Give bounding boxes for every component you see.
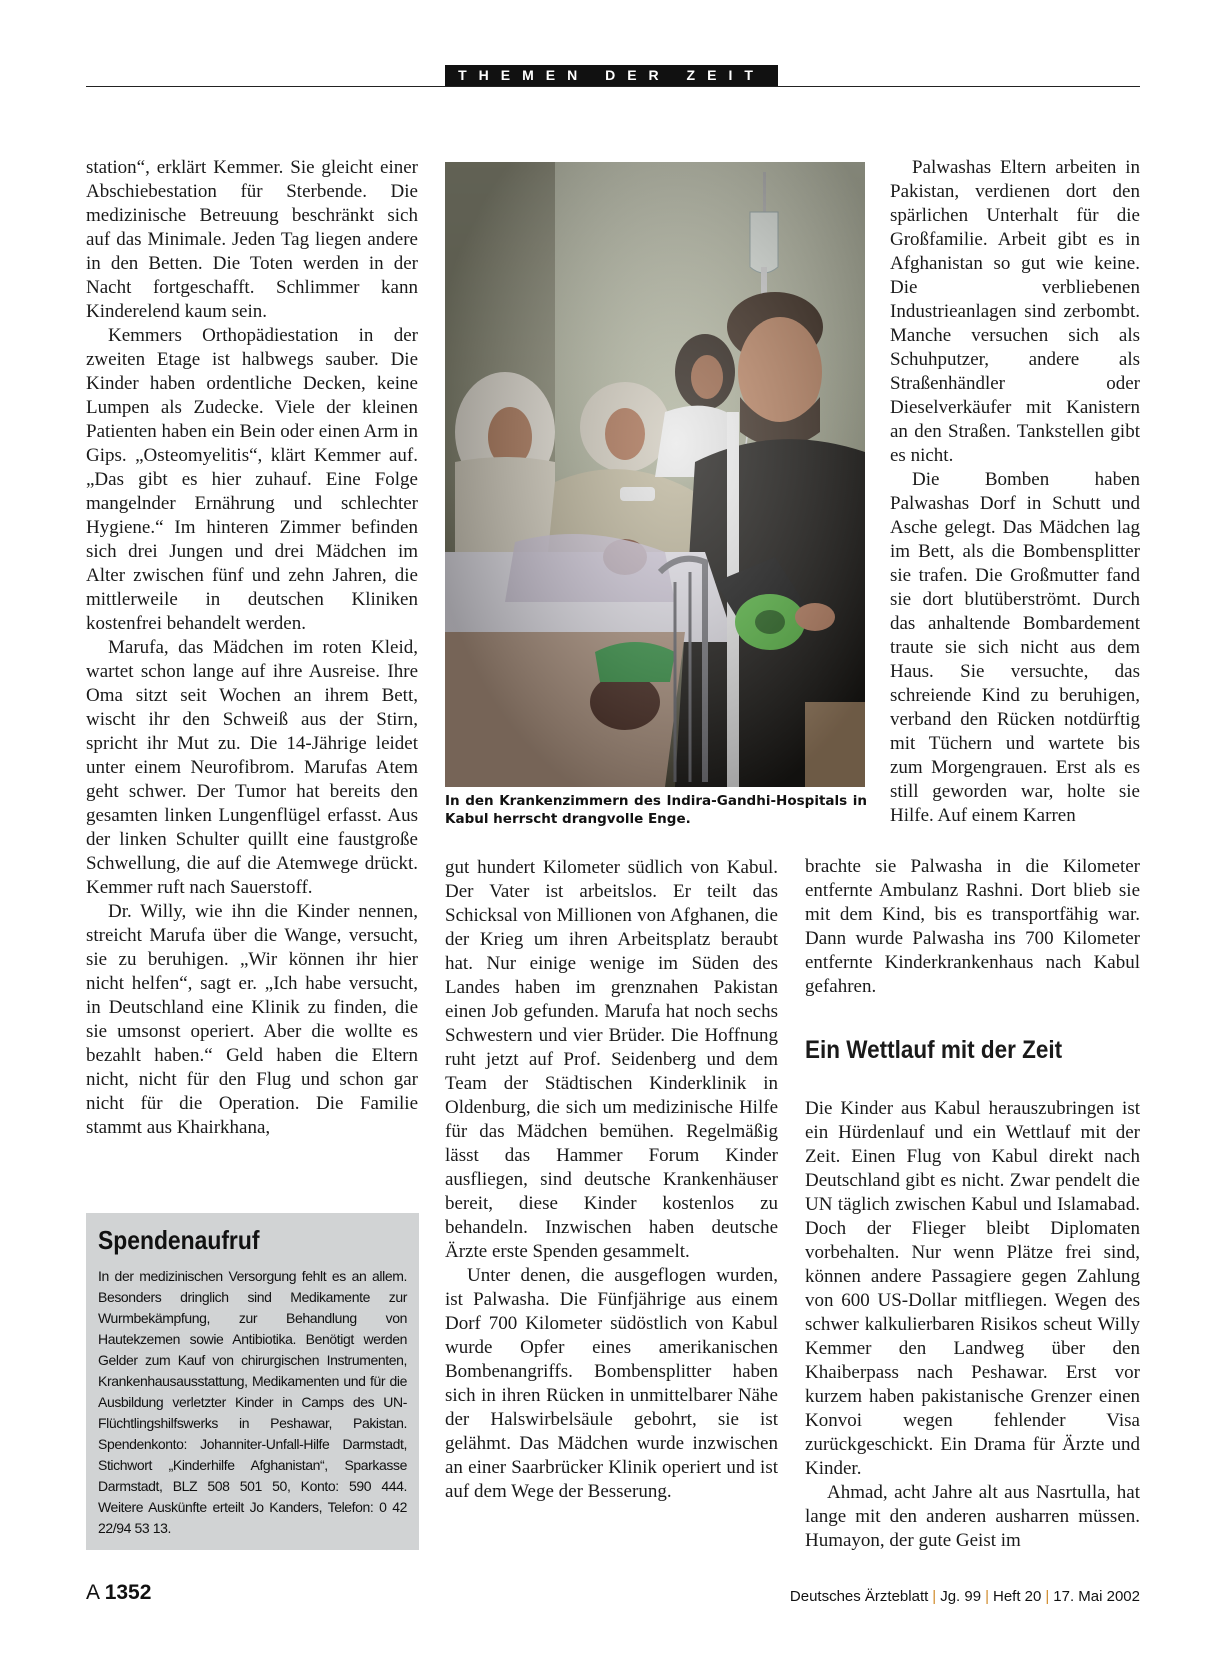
article-column-3-upper xyxy=(890,156,1140,828)
hospital-scene-image xyxy=(445,162,865,787)
header-rule xyxy=(86,86,1140,87)
donation-box-body: In der medizinischen Versorgung fehlt es an allem. Besonders dringlich sind Medikamente zur Wurmbekämpfung, zur Behandlung von Hautekzemen sowie Antibiotika. Benötigt werden Gelder zum Kauf von chirurgischen Instrumenten, Krankenhausausstattung, Medikamenten und für die Ausbildung verletzter Kinder in Camps des UN-Flüchtlingshilfswerks in Peshawar, Pakistan. Spendenkonto: Johanniter-Unfall-Hilfe Darmstadt, Stichwort „Kinderhilfe Afghanistan“, Sparkasse Darmstadt, BLZ 508 501 50, Konto: 590 444. Weitere Auskünfte erteilt Jo Kanders, Telefon: 0 42 22/94 53 13. xyxy=(98,1268,407,1536)
article-column-2 xyxy=(445,856,778,1504)
photo-caption: In den Krankenzimmern des Indira-Gandhi-Hospitals in Kabul herrscht drangvolle Enge. xyxy=(445,793,867,827)
paragraph: Dr. Willy, wie ihn die Kinder nennen, streicht Marufa über die Wange, versucht, sie zu beruhigen. „Wir können ihr hier nicht helfen“, sagt er. „Ich habe versucht, in Deutschland eine Klinik zu finden, die sie umsonst operiert. Aber die wollte es bezahlt haben.“ Geld haben die Eltern nicht, nicht für den Flug und schon gar nicht für die Operation. Die Familie stammt aus Khairkhana, xyxy=(86,901,418,1138)
paragraph: Die Bomben haben Palwashas Dorf in Schutt und Asche gelegt. Das Mädchen lag im Bett, als die Bombensplitter sie trafen. Die Großmutter fand sie dort blutüberströmt. Durch das anhaltende Bombardement traute sie sich nicht aus dem Haus. Sie versuchte, das schreiende Kind zu beruhigen, verband den Rücken notdürftig mit Tüchern und wartete bis zum Morgengrauen. Erst als es still geworden war, holte sie Hilfe. Auf einem Karren xyxy=(890,469,1140,826)
article-column-3-continuation xyxy=(805,855,1140,999)
hospital-photo xyxy=(445,162,865,787)
journal-issue: Heft 20 xyxy=(992,1588,1042,1605)
journal-date: 17. Mai 2002 xyxy=(1053,1588,1140,1605)
paragraph: Marufa, das Mädchen im roten Kleid, wartet schon lange auf ihre Ausreise. Ihre Oma sitzt seit Wochen an ihrem Bett, wischt ihr den Schweiß aus der Stirn, spricht ihr Mut zu. Die 14-Jährige leidet unter einem Neurofibrom. Marufas Atem geht schwer. Der Tumor hat bereits den gesamten linken Lungenflügel erfasst. Aus der linken Schulter quillt eine faustgroße Schwellung, die auf die Atemwege drückt. Kemmer ruft nach Sauerstoff. xyxy=(86,637,418,898)
journal-volume: Jg. 99 xyxy=(940,1588,982,1605)
paragraph: gut hundert Kilometer südlich von Kabul. Der Vater ist arbeitslos. Er teilt das Schicksal von Millionen von Afghanen, die der Krieg um ihren Arbeitsplatz beraubt hat. Nur einige wenige im Süden des Landes haben im grenznahen Pakistan einen Job gefunden. Marufa hat noch sechs Schwestern und vier Brüder. Die Hoffnung ruht jetzt auf Prof. Seidenberg und dem Team der Städtischen Kinderklinik in Oldenburg, die sich um medizinische Hilfe für das Mädchen bemühen. Regelmäßig lässt das Hammer Forum Kinder ausfliegen, sind deutsche Krankenhäuser bereit, diese Kinder kostenlos zu behandeln. Inzwischen haben deutsche Ärzte erste Spenden gesammelt. xyxy=(445,857,778,1262)
page-number-value: 1352 xyxy=(104,1581,152,1604)
paragraph: Die Kinder aus Kabul herauszubringen ist ein Hürdenlauf und ein Wettlauf mit der Zeit. Einen Flug von Kabul direkt nach Deutschland gibt es nicht. Zwar pendelt die UN täglich zwischen Kabul und Islamabad. Doch der Flieger bleibt Diplomaten vorbehalten. Nur wenn Plätze frei sind, können andere Passagiere gegen Zahlung von 600 US-Dollar mitfliegen. Wegen des schwer kalkulierbaren Risikos scheut Willy Kemmer den Landweg über den Khaiberpass nach Peshawar. Erst vor kurzem haben pakistanische Grenzer einen Konvoi wegen fehlender Visa zurückgeschickt. Ein Drama für Ärzte und Kinder. xyxy=(805,1098,1140,1479)
article-column-3-lower xyxy=(805,1097,1140,1553)
paragraph: Ahmad, acht Jahre alt aus Nasrtulla, hat lange mit den anderen ausharren müssen. Humayon, der gute Geist im xyxy=(805,1482,1140,1551)
footer-separator: | xyxy=(932,1588,937,1605)
page-prefix: A xyxy=(86,1581,99,1604)
footer-separator: | xyxy=(985,1588,989,1605)
donation-box-title: Spendenaufruf xyxy=(98,1225,260,1255)
footer-separator: | xyxy=(1045,1588,1050,1605)
donation-box xyxy=(86,1213,419,1550)
paragraph: Unter denen, die ausgeflogen wurden, ist Palwasha. Die Fünfjährige aus einem Dorf 700 Kilometer südöstlich von Kabul wurde Opfer eines amerikanischen Bombenangriffs. Bombensplitter haben sich in ihren Rücken in unmittelbarer Nähe der Halswirbelsäule gebohrt, sie ist gelähmt. Das Mädchen wurde inzwischen an einer Saarbrücker Klinik operiert und ist auf dem Wege der Besserung. xyxy=(445,1265,778,1502)
article-column-1 xyxy=(86,156,418,1140)
paragraph: brachte sie Palwasha in die Kilometer entfernte Ambulanz Rashni. Dort blieb sie mit dem Kind, bis es transportfähig war. Dann wurde Palwasha ins 700 Kilometer entfernte Kinderkrankenhaus nach Kabul gefahren. xyxy=(805,856,1140,997)
journal-name: Deutsches Ärzteblatt xyxy=(789,1588,929,1605)
section-kicker: THEMEN DER ZEIT xyxy=(445,65,778,86)
paragraph: Palwashas Eltern arbeiten in Pakistan, verdienen dort den spärlichen Unterhalt für die Großfamilie. Arbeit gibt es in Afghanistan so gut wie keine. Die verbliebenen Industrieanlagen sind zerbombt. Manche versuchen sich als Schuhputzer, andere als Straßenhändler oder Dieselverkäufer mit Kanistern an den Straßen. Tankstellen gibt es nicht. xyxy=(890,157,1140,466)
paragraph: Kemmers Orthopädiestation in der zweiten Etage ist halbwegs sauber. Die Kinder haben ordentliche Decken, keine Lumpen als Zudecke. Viele der kleinen Patienten haben ein Bein oder einen Arm in Gips. „Osteomyelitis“, klärt Kemmer auf. „Das gibt es hier zuhauf. Eine Folge mangelnder Ernährung und schlechter Hygiene.“ Im hinteren Zimmer befinden sich drei Jungen und drei Mädchen im Alter zwischen fünf und zehn Jahren, die mittlerweile in deutschen Kliniken kostenfrei behandelt werden. xyxy=(86,325,418,634)
subheading: Ein Wettlauf mit der Zeit xyxy=(805,1036,1063,1064)
page-number xyxy=(86,1581,151,1605)
paragraph: station“, erklärt Kemmer. Sie gleicht einer Abschiebestation für Sterbende. Die medizinische Betreuung beschränkt sich auf das Minimale. Jeden Tag liegen andere in den Betten. Die Toten werden in der Nacht fortgeschafft. Schlimmer kann Kinderelend kaum sein. xyxy=(86,157,418,322)
journal-footer xyxy=(790,1588,1140,1605)
